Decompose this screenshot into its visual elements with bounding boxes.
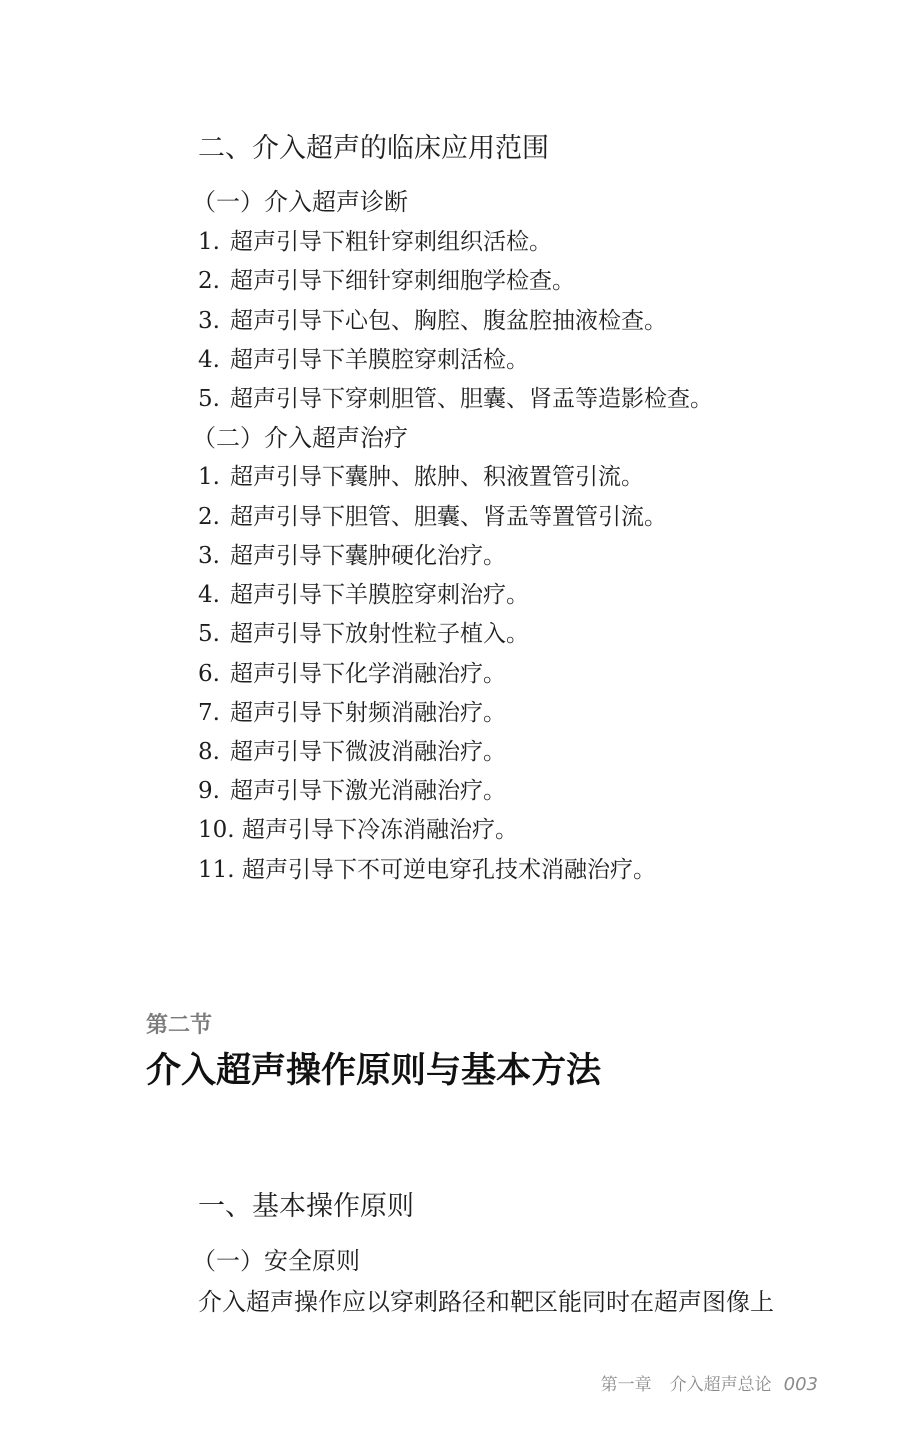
list-item-text: 超声引导下化学消融治疗。: [230, 661, 506, 687]
list-item-text: 超声引导下放射性粒子植入。: [230, 621, 529, 647]
list-item: [198, 776, 506, 806]
list-item-text: 超声引导下羊膜腔穿刺治疗。: [230, 582, 529, 608]
page-number: 003: [783, 1374, 818, 1395]
list-item-number: 6.: [198, 661, 220, 687]
list-item: [198, 619, 529, 649]
list-item: [198, 345, 529, 375]
section-title: 介入超声操作原则与基本方法: [146, 1050, 602, 1091]
list-item-number: 1.: [198, 464, 220, 490]
list-item: [198, 462, 644, 492]
list-item: [198, 815, 518, 845]
list-item-number: 2.: [198, 504, 220, 530]
treatment-subheading: （二）介入超声治疗: [192, 424, 408, 452]
list-item: [198, 502, 667, 532]
list-item-text: 超声引导下激光消融治疗。: [230, 778, 506, 804]
footer-chapter-title: 介入超声总论: [669, 1375, 772, 1395]
list-item-number: 4.: [198, 582, 220, 608]
list-item-text: 超声引导下细针穿刺细胞学检查。: [230, 268, 575, 294]
list-item-number: 10.: [198, 817, 235, 843]
list-item-number: 1.: [198, 229, 220, 255]
section-heading: 二、介入超声的临床应用范围: [198, 133, 549, 164]
section-label: 第二节: [146, 1013, 213, 1038]
list-item-number: 5.: [198, 386, 220, 412]
safety-subheading: （一）安全原则: [192, 1247, 360, 1275]
list-item-text: 超声引导下囊肿硬化治疗。: [230, 543, 506, 569]
list-item-text: 超声引导下不可逆电穿孔技术消融治疗。: [242, 857, 656, 883]
list-item-number: 3.: [198, 308, 220, 334]
list-item-text: 超声引导下胆管、胆囊、肾盂等置管引流。: [230, 504, 667, 530]
list-item-text: 超声引导下射频消融治疗。: [230, 700, 506, 726]
list-item-text: 超声引导下微波消融治疗。: [230, 739, 506, 765]
list-item-number: 7.: [198, 700, 220, 726]
principles-heading: 一、基本操作原则: [198, 1191, 414, 1222]
list-item-number: 4.: [198, 347, 220, 373]
list-item-text: 超声引导下囊肿、脓肿、积液置管引流。: [230, 464, 644, 490]
list-item: [198, 306, 667, 336]
list-item-text: 超声引导下穿刺胆管、胆囊、肾盂等造影检查。: [230, 386, 713, 412]
list-item: [198, 580, 529, 610]
page-footer: [601, 1374, 818, 1396]
list-item-number: 3.: [198, 543, 220, 569]
list-item: [198, 384, 713, 414]
body-paragraph: 介入超声操作应以穿刺路径和靶区能同时在超声图像上: [198, 1288, 774, 1316]
diagnosis-subheading: （一）介入超声诊断: [192, 188, 408, 216]
list-item-text: 超声引导下冷冻消融治疗。: [242, 817, 518, 843]
list-item: [198, 266, 575, 296]
list-item-number: 8.: [198, 739, 220, 765]
list-item: [198, 855, 656, 885]
list-item: [198, 227, 552, 257]
list-item: [198, 659, 506, 689]
list-item: [198, 541, 506, 571]
list-item-text: 超声引导下羊膜腔穿刺活检。: [230, 347, 529, 373]
list-item: [198, 698, 506, 728]
list-item: [198, 737, 506, 767]
list-item-text: 超声引导下心包、胸腔、腹盆腔抽液检查。: [230, 308, 667, 334]
list-item-number: 5.: [198, 621, 220, 647]
list-item-number: 2.: [198, 268, 220, 294]
list-item-text: 超声引导下粗针穿刺组织活检。: [230, 229, 552, 255]
list-item-number: 9.: [198, 778, 220, 804]
footer-chapter: 第一章: [600, 1375, 652, 1395]
list-item-number: 11.: [198, 857, 235, 883]
